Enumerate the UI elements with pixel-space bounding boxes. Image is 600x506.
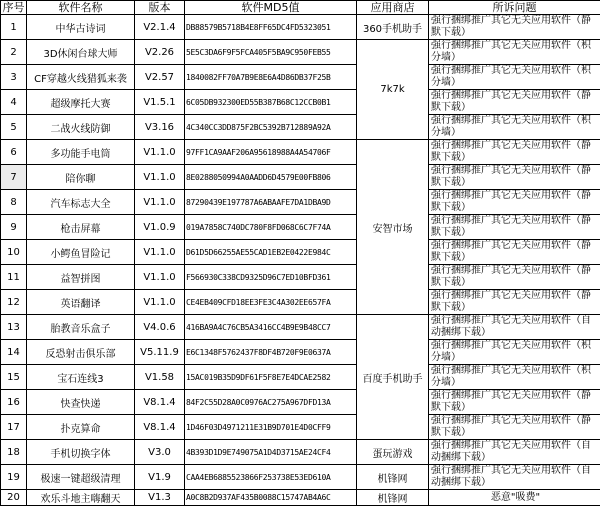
cell-version: V8.1.4 [135,415,185,440]
cell-name: 胎教音乐盒子 [27,315,135,340]
cell-issue: 强行捆绑推广其它无关应用软件（静默下载） [429,415,600,440]
cell-store: 机锋网 [357,490,429,506]
cell-version: V2.1.4 [135,15,185,40]
cell-no: 15 [1,365,27,390]
cell-name: 英语翻译 [27,290,135,315]
cell-issue: 强行捆绑推广其它无关应用软件（静默下载） [429,290,600,315]
cell-issue: 强行捆绑推广其它无关应用软件（静默下载） [429,215,600,240]
cell-no: 17 [1,415,27,440]
cell-no: 20 [1,490,27,506]
table-row [1,40,600,65]
cell-no: 14 [1,340,27,365]
cell-no: 10 [1,240,27,265]
cell-md5: CAA4EB6885523866F253738E53ED610A [185,465,357,490]
cell-name: 反恐射击俱乐部 [27,340,135,365]
cell-no: 16 [1,390,27,415]
cell-issue: 强行捆绑推广其它无关应用软件（静默下载） [429,90,600,115]
cell-version: V1.58 [135,365,185,390]
table-row [1,415,600,440]
cell-md5: F566930C338CD9325D96C7ED10BFD361 [185,265,357,290]
cell-no: 9 [1,215,27,240]
col-header-version: 版本 [135,1,185,15]
cell-md5: DB88579B5718B4E8FF65DC4FD5323051 [185,15,357,40]
cell-name: 欢乐斗地主嗨翻天 [27,490,135,506]
cell-version: V5.11.9 [135,340,185,365]
col-header-issue: 所诉问题 [429,1,600,15]
cell-version: V2.26 [135,40,185,65]
cell-version: V1.1.0 [135,140,185,165]
table-row [1,490,600,506]
cell-name: 汽车标志大全 [27,190,135,215]
table-row [1,465,600,490]
header-row [1,1,600,15]
cell-version: V4.0.6 [135,315,185,340]
cell-store: 蛋玩游戏 [357,440,429,465]
cell-issue: 强行捆绑推广其它无关应用软件（积分墙） [429,115,600,140]
cell-md5: 8E0288050994A0AADD6D4579E00FB806 [185,165,357,190]
cell-issue: 强行捆绑推广其它无关应用软件（自动捆绑下载） [429,315,600,340]
cell-issue: 强行捆绑推广其它无关应用软件（积分墙） [429,340,600,365]
cell-md5: 4C340CC3DD875F2BC5392B712889A92A [185,115,357,140]
cell-issue: 强行捆绑推广其它无关应用软件（静默下载） [429,190,600,215]
cell-issue: 强行捆绑推广其它无关应用软件（积分墙） [429,40,600,65]
cell-store: 360手机助手 [357,15,429,40]
cell-name: 3D休闲台球大师 [27,40,135,65]
cell-name: 枪击屏幕 [27,215,135,240]
cell-name: 超级摩托大赛 [27,90,135,115]
cell-version: V1.1.0 [135,190,185,215]
cell-issue: 强行捆绑推广其它无关应用软件（积分墙） [429,65,600,90]
cell-no: 18 [1,440,27,465]
cell-md5: 15AC019B35D9DF61F5F8E7E4DCAE2582 [185,365,357,390]
cell-name: 小鳄鱼冒险记 [27,240,135,265]
cell-store: 机锋网 [357,465,429,490]
table-row [1,115,600,140]
cell-issue: 强行捆绑推广其它无关应用软件（自动捆绑下载） [429,465,600,490]
cell-issue: 强行捆绑推广其它无关应用软件（积分墙） [429,365,600,390]
cell-name: 手机切换字体 [27,440,135,465]
cell-name: 宝石连线3 [27,365,135,390]
cell-version: V1.1.0 [135,290,185,315]
cell-md5: E6C1348F5762437F8DF4B720F9E0637A [185,340,357,365]
cell-md5: 019A7858C740DC780F8FD068C6C7F74A [185,215,357,240]
table-row [1,315,600,340]
col-header-md5: 软件MD5值 [185,1,357,15]
cell-no: 11 [1,265,27,290]
cell-no: 1 [1,15,27,40]
cell-issue: 强行捆绑推广其它无关应用软件（静默下载） [429,15,600,40]
table-row [1,440,600,465]
cell-name: CF穿越火线猎狐来袭 [27,65,135,90]
cell-issue: 强行捆绑推广其它无关应用软件（静默下载） [429,240,600,265]
cell-version: V3.0 [135,440,185,465]
cell-name: 扑克算命 [27,415,135,440]
col-header-store: 应用商店 [357,1,429,15]
cell-name: 多功能手电筒 [27,140,135,165]
cell-version: V1.1.0 [135,240,185,265]
cell-name: 二战火线防御 [27,115,135,140]
cell-no: 2 [1,40,27,65]
cell-no: 19 [1,465,27,490]
cell-version: V1.1.0 [135,165,185,190]
cell-issue: 强行捆绑推广其它无关应用软件（静默下载） [429,265,600,290]
cell-version: V1.3 [135,490,185,506]
cell-md5: 1D46F03D4971211E31B9D701E4D0CFF9 [185,415,357,440]
cell-md5: 84F2C55D28A0C0976AC275A967DFD13A [185,390,357,415]
cell-md5: CE4EB409CFD18EE3FE3C4A302EE657FA [185,290,357,315]
cell-md5: 97FF1CA9AAF206A95618988A4A54706F [185,140,357,165]
table-row [1,240,600,265]
cell-no: 5 [1,115,27,140]
table-row [1,340,600,365]
cell-name: 极速一键超级清理 [27,465,135,490]
cell-md5: 1840082FF70A7B9E8E6A4D86DB37F25B [185,65,357,90]
cell-name: 快查快递 [27,390,135,415]
cell-no: 7 [1,165,27,190]
cell-no: 12 [1,290,27,315]
cell-name: 益智拼图 [27,265,135,290]
table-row [1,365,600,390]
cell-issue: 强行捆绑推广其它无关应用软件（静默下载） [429,165,600,190]
cell-no: 13 [1,315,27,340]
table-row [1,190,600,215]
cell-md5: 4B393D1D9E749075A1D4D3715AE24CF4 [185,440,357,465]
cell-md5: 87290439E197787A6ABAAFE7DA1DBA9D [185,190,357,215]
cell-md5: A0C8B2D937AF435B0088C15747AB4A6C [185,490,357,506]
table-row [1,165,600,190]
cell-md5: 5E5C3DA6F9F5FCA405F5BA9C950FEB55 [185,40,357,65]
table-row [1,390,600,415]
cell-name: 中华古诗词 [27,15,135,40]
table-row [1,265,600,290]
cell-version: V1.1.0 [135,265,185,290]
cell-version: V1.9 [135,465,185,490]
cell-version: V8.1.4 [135,390,185,415]
table-row [1,15,600,40]
cell-version: V1.5.1 [135,90,185,115]
cell-store: 安智市场 [357,140,429,315]
cell-store: 7k7k [357,40,429,140]
col-header-name: 软件名称 [27,1,135,15]
cell-version: V2.57 [135,65,185,90]
cell-no: 8 [1,190,27,215]
cell-version: V3.16 [135,115,185,140]
cell-md5: D61D5D66255AE55CAD1EB2E0422E984C [185,240,357,265]
cell-issue: 强行捆绑推广其它无关应用软件（静默下载） [429,390,600,415]
cell-version: V1.0.9 [135,215,185,240]
cell-no: 4 [1,90,27,115]
table-row [1,140,600,165]
table-row [1,290,600,315]
col-header-no: 序号 [1,1,27,15]
table-row [1,90,600,115]
cell-no: 6 [1,140,27,165]
cell-issue: 强行捆绑推广其它无关应用软件（静默下载） [429,140,600,165]
cell-issue: 恶意"吸费" [429,490,600,506]
cell-md5: 416BA9A4C76CB5A3416CC4B9E9B48CC7 [185,315,357,340]
cell-store: 百度手机助手 [357,315,429,440]
cell-issue: 强行捆绑推广其它无关应用软件（自动捆绑下载） [429,440,600,465]
table-row [1,215,600,240]
table-row [1,65,600,90]
cell-name: 陪你聊 [27,165,135,190]
cell-md5: 6C05DB932300ED55B387B68C12CCB0B1 [185,90,357,115]
cell-no: 3 [1,65,27,90]
